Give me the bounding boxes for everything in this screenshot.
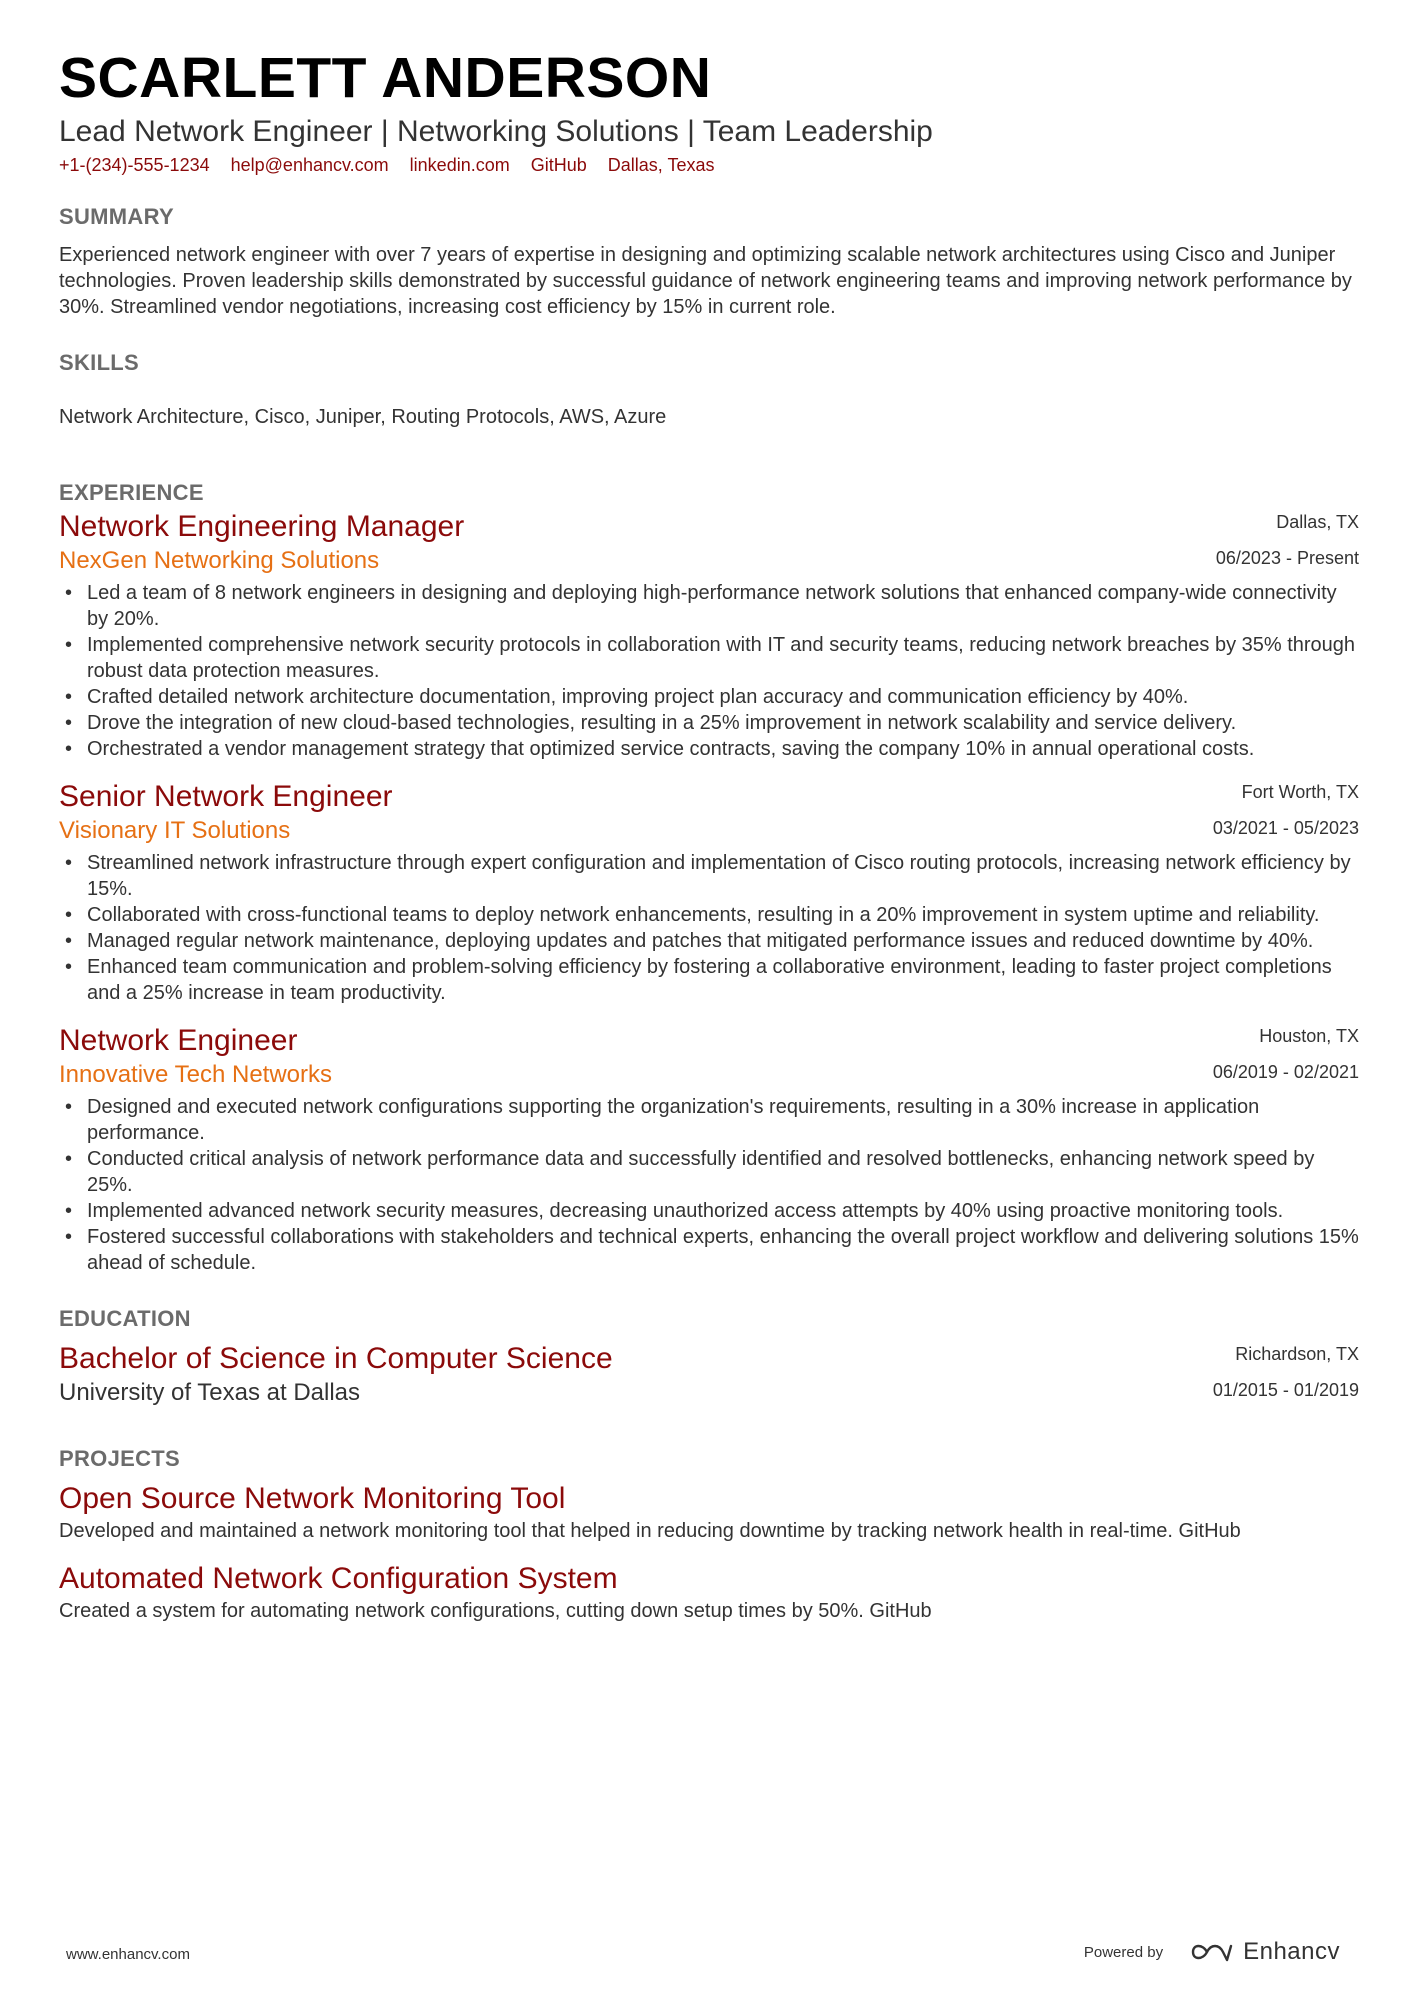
job-bullet: • Drove the integration of new cloud-based technologies, resulting in a 25% improvement in network scalability and service delivery. — [59, 710, 1359, 736]
job-bullet: • Crafted detailed network architecture documentation, improving project plan accuracy and communication efficiency by 40%. — [59, 684, 1359, 710]
contact-linkedin[interactable]: linkedin.com — [409, 155, 510, 175]
experience-heading: EXPERIENCE — [59, 480, 204, 505]
project-description: Developed and maintained a network monitoring tool that helped in reducing downtime by tracking network health in real-time. GitHub — [59, 1520, 1241, 1542]
job-bullet: • Fostered successful collaborations with stakeholders and technical experts, enhancing the overall project workflow and delivering solutions 15% ahead of schedule. — [59, 1224, 1359, 1276]
brand-name: Enhancv — [1243, 1938, 1340, 1965]
job-location: Fort Worth, TX — [1241, 782, 1359, 802]
candidate-tagline: Lead Network Engineer | Networking Solutions | Team Leadership — [59, 115, 933, 148]
contact-phone[interactable]: +1-(234)-555-1234 — [59, 155, 210, 175]
skills-list: Network Architecture, Cisco, Juniper, Routing Protocols, AWS, Azure — [59, 406, 667, 428]
job-bullet: • Implemented comprehensive network security protocols in collaboration with IT and security teams, reducing network breaches by 35% through robust data protection measures. — [59, 632, 1359, 684]
footer-branding — [1084, 1938, 1340, 1966]
job-bullet: • Managed regular network maintenance, deploying updates and patches that mitigated performance issues and reduced downtime by 40%. — [59, 928, 1359, 954]
education-heading: EDUCATION — [59, 1306, 191, 1331]
contact-email[interactable]: help@enhancv.com — [230, 155, 389, 175]
job-bullets — [59, 580, 1359, 762]
job-company: NexGen Networking Solutions — [59, 547, 380, 574]
education-dates: 01/2015 - 01/2019 — [1212, 1380, 1359, 1400]
projects-heading: PROJECTS — [59, 1446, 180, 1471]
job-dates: 06/2023 - Present — [1215, 548, 1359, 568]
contact-location: Dallas, Texas — [607, 155, 715, 175]
job-bullet: • Designed and executed network configurations supporting the organization's requirements, resulting in a 30% increase in application performance. — [59, 1094, 1359, 1146]
summary-text: Experienced network engineer with over 7 years of expertise in designing and optimizing scalable network architectures using Cisco and Juniper technologies. Proven leadership skills demonstrated by successful guidance of network engineering teams and improving network performance by 30%. Streamlined vendor negotiations, increasing cost efficiency by 15% in current role. — [59, 244, 1352, 318]
brand-logo[interactable] — [1189, 1938, 1340, 1966]
summary-section — [59, 202, 1359, 320]
job-bullets — [59, 850, 1359, 1006]
project-title: Automated Network Configuration System — [59, 1562, 618, 1595]
skills-section — [59, 348, 1359, 430]
job-bullet: • Led a team of 8 network engineers in designing and deploying high-performance network solutions that enhanced company-wide connectivity by 20%. — [59, 580, 1359, 632]
job-bullet: • Conducted critical analysis of network performance data and successfully identified and resolved bottlenecks, enhancing network speed by 25%. — [59, 1146, 1359, 1198]
education-degree: Bachelor of Science in Computer Science — [59, 1342, 613, 1375]
job-title: Network Engineering Manager — [59, 510, 465, 543]
project-description: Created a system for automating network configurations, cutting down setup times by 50%. GitHub — [59, 1600, 932, 1622]
education-section — [59, 1304, 1359, 1408]
job-entry — [59, 778, 1359, 1006]
project-entry — [59, 1480, 1359, 1544]
education-school: University of Texas at Dallas — [59, 1379, 361, 1406]
skills-heading: SKILLS — [59, 350, 140, 375]
job-title: Senior Network Engineer — [59, 780, 393, 813]
education-location: Richardson, TX — [1235, 1344, 1359, 1364]
job-bullets — [59, 1094, 1359, 1276]
resume-header — [59, 44, 1359, 178]
resume-page — [59, 44, 1359, 1624]
footer-website[interactable]: www.enhancv.com — [66, 1946, 190, 1963]
job-entry — [59, 508, 1359, 762]
job-company: Innovative Tech Networks — [59, 1061, 333, 1088]
candidate-name: SCARLETT ANDERSON — [59, 46, 712, 110]
job-company: Visionary IT Solutions — [59, 817, 291, 844]
job-dates: 06/2019 - 02/2021 — [1212, 1062, 1359, 1082]
project-title: Open Source Network Monitoring Tool — [59, 1482, 566, 1515]
powered-by-label: Powered by — [1083, 1943, 1164, 1961]
job-title: Network Engineer — [59, 1024, 298, 1057]
job-bullet: • Collaborated with cross-functional teams to deploy network enhancements, resulting in a 20% improvement in system uptime and reliability. — [59, 902, 1359, 928]
job-location: Houston, TX — [1259, 1026, 1359, 1046]
summary-heading: SUMMARY — [59, 204, 174, 229]
job-entry — [59, 1022, 1359, 1276]
job-bullet: • Orchestrated a vendor management strategy that optimized service contracts, saving the company 10% in annual operational costs. — [59, 736, 1359, 762]
job-bullet: • Enhanced team communication and problem-solving efficiency by fostering a collaborative environment, leading to faster project completions and a 25% increase in team productivity. — [59, 954, 1359, 1006]
job-dates: 03/2021 - 05/2023 — [1212, 818, 1359, 838]
contact-line — [59, 152, 1359, 178]
enhancv-logo-icon — [1189, 1940, 1233, 1964]
job-bullet: • Implemented advanced network security measures, decreasing unauthorized access attempts by 40% using proactive monitoring tools. — [59, 1198, 1359, 1224]
project-entry — [59, 1560, 1359, 1624]
contact-github[interactable]: GitHub — [530, 155, 587, 175]
experience-section — [59, 478, 1359, 1276]
job-bullet: • Streamlined network infrastructure through expert configuration and implementation of Cisco routing protocols, increasing network efficiency by 15%. — [59, 850, 1359, 902]
education-entry — [59, 1340, 1359, 1408]
job-location: Dallas, TX — [1276, 512, 1359, 532]
projects-section — [59, 1444, 1359, 1624]
